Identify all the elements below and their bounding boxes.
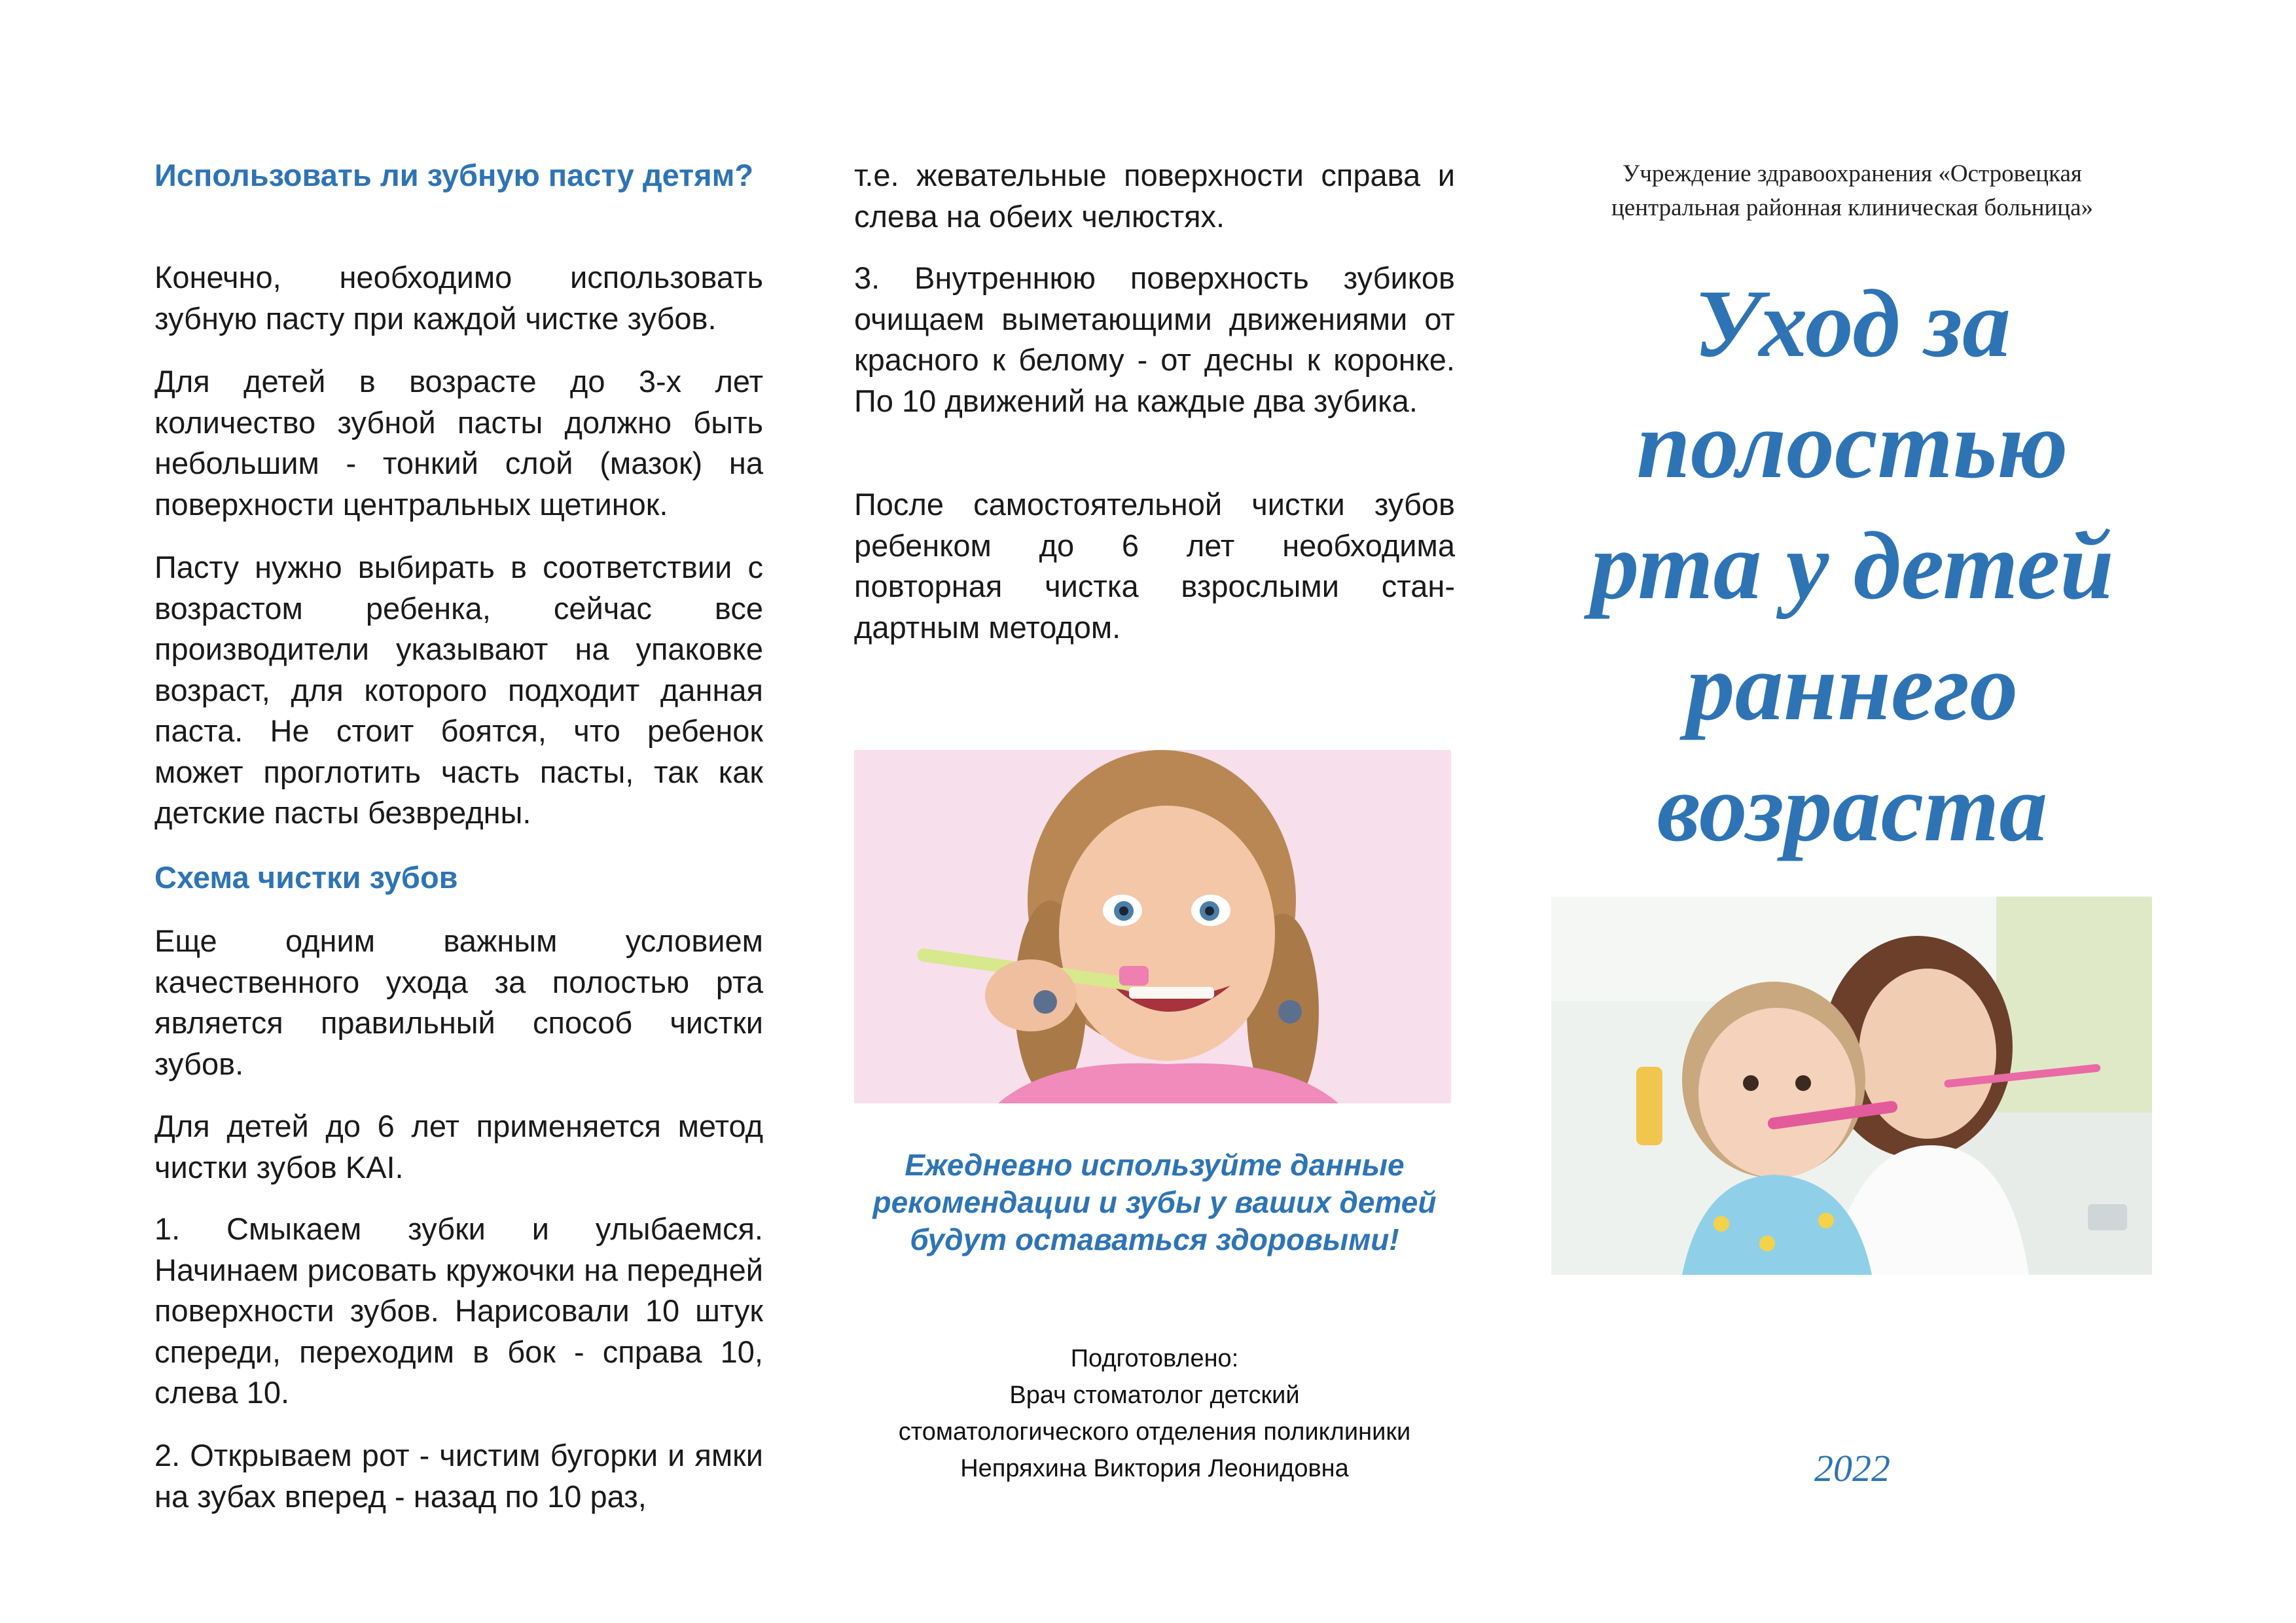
heading-toothpaste: Использовать ли зубную пасту детям? <box>154 158 754 192</box>
prepared-role: Врач стоматолог детский <box>1009 1382 1300 1409</box>
paragraph-step-3: 3. Внутреннюю поверхность зубиков очищаем выметающими движениями от красного к белому - от десны к коронке. По 10 движений на каждые два зубика. <box>854 260 1455 418</box>
paragraph-brushing-importance: Еще одним важным условием качественного ухода за полостью рта является правильный способ чистки зубов. <box>154 923 763 1081</box>
paragraph-adult-rebrush: После самостоятельной чистки зубов ребенком до 6 лет необходима повторная чистка взрослыми стан-дартным методом. <box>854 487 1455 645</box>
title-line-5: возраста <box>1657 755 2048 862</box>
mother-and-baby-brushing-photo <box>1551 897 2152 1275</box>
paragraph-step-1: 1. Смыкаем зубки и улыбаемся. Начинаем рисовать кружочки на передней поверхности зубов. Нарисовали 10 штук спереди, переходим в бок - справа 10, слева 10. <box>154 1211 763 1410</box>
institution-line-2: центральная районная клиническая больница» <box>1611 194 2094 221</box>
paragraph-step-2: 2. Открываем рот - чистим бугорки и ямки на зубах вперед - назад по 10 раз, <box>154 1438 763 1514</box>
paragraph-toothpaste-use: Конечно, необходимо использовать зубную пасту при каждой чистке зубов. <box>154 260 763 336</box>
paragraph-toothpaste-choice: Пасту нужно выбирать в соответствии с возрастом ребенка, сейчас все производители указывают на упаковке возраст, для которого подходит данная паста. Не стоит боятся, что ребенок может проглотить часть пасты, так как детские пасты безвредны. <box>154 550 763 830</box>
institution-line-1: Учреждение здравоохранения «Островецкая <box>1623 160 2082 187</box>
paragraph-toothpaste-amount: Для детей в возрасте до 3-х лет количество зубной пасты должно быть небольшим - тонкий слой (мазок) на поверхности центральных щетинок. <box>154 364 763 522</box>
heading-brushing-scheme: Схема чистки зубов <box>154 860 458 895</box>
paragraph-kai-method: Для детей до 6 лет применяется метод чистки зубов KAI. <box>154 1109 763 1185</box>
girl-brushing-teeth-photo <box>854 750 1451 1103</box>
prepared-department: стоматологического отделения поликлиники <box>898 1418 1411 1446</box>
paragraph-chewing-surfaces: т.е. жевательные поверхности справа и слева на обеих челюстях. <box>854 158 1455 234</box>
publication-year: 2022 <box>1814 1447 1890 1489</box>
prepared-author-name: Непряхина Виктория Леонидовна <box>960 1455 1349 1482</box>
title-line-4: раннего <box>1686 633 2018 741</box>
title-line-2: полостью <box>1636 391 2068 499</box>
prepared-label: Подготовлено: <box>1070 1345 1239 1372</box>
motto-text: Ежедневно используйте данные рекомендации и зубы у ваших детей будут оставаться здоровыми! <box>872 1148 1437 1257</box>
title-line-3: рта у детей <box>1590 512 2114 620</box>
title-line-1: Уход за <box>1693 270 2011 378</box>
